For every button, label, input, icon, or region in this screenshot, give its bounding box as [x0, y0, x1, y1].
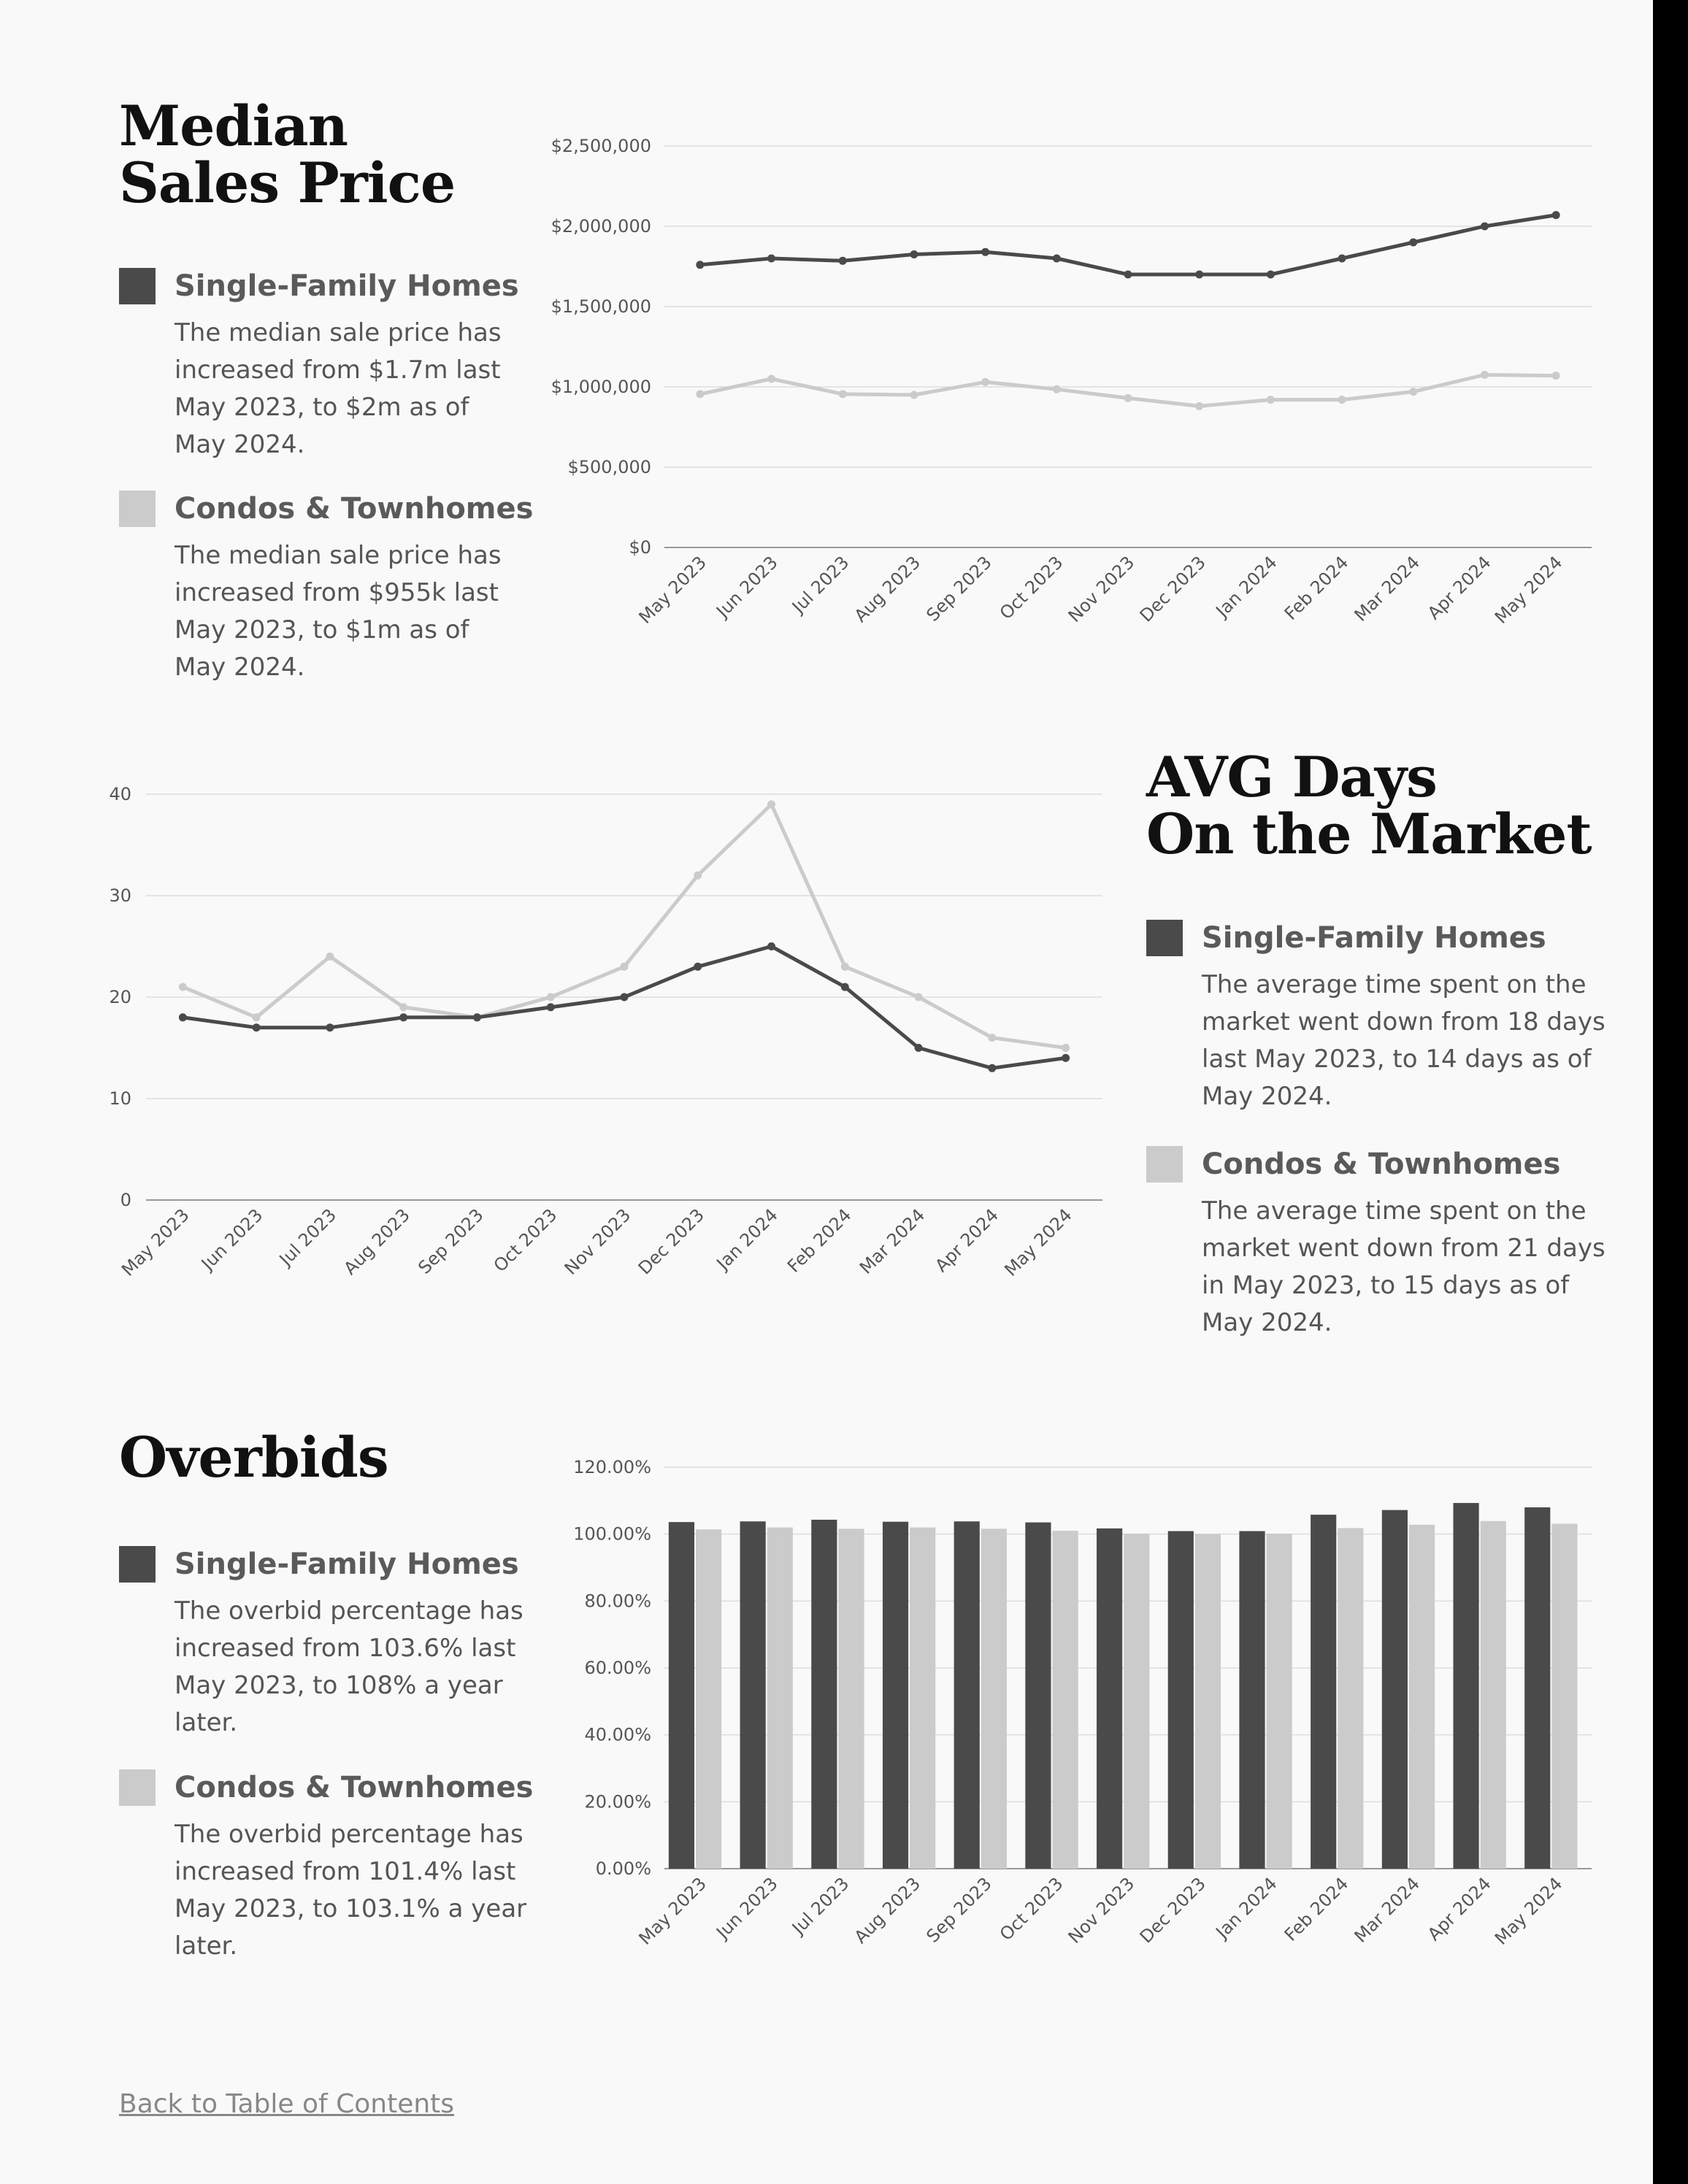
- bar-condos: [1267, 1534, 1292, 1869]
- y-tick-label: $2,000,000: [550, 216, 651, 237]
- data-point-single-family: [988, 1064, 996, 1072]
- title-line: Median: [119, 93, 348, 158]
- x-tick-label: Sep 2023: [414, 1204, 488, 1278]
- data-point-single-family: [841, 983, 849, 991]
- data-point-single-family: [1267, 271, 1275, 279]
- legend-description: The average time spent on the market went down from 21 days in May 2023, to 15 days as of May 2024.: [1202, 1196, 1605, 1337]
- x-tick-label: Jul 2023: [275, 1204, 341, 1270]
- legend-label: Condos & Townhomes: [174, 1771, 534, 1804]
- x-tick-label: Oct 2023: [995, 1873, 1067, 1945]
- data-point-condos: [326, 953, 334, 961]
- overbids-chart: [526, 1453, 1606, 1978]
- data-point-condos: [1267, 396, 1275, 404]
- y-tick-label: 40: [109, 784, 131, 804]
- data-point-condos: [694, 872, 702, 880]
- y-tick-label: 40.00%: [584, 1724, 651, 1745]
- x-tick-label: Mar 2024: [855, 1204, 929, 1278]
- data-point-condos: [1338, 396, 1346, 404]
- legend-single-family: [119, 1546, 528, 1742]
- legend-label: Single-Family Homes: [174, 1547, 519, 1581]
- data-point-single-family: [473, 1013, 481, 1021]
- days-on-market-title: [1146, 745, 1592, 866]
- x-tick-label: Jun 2023: [712, 1873, 782, 1943]
- x-tick-label: Dec 2023: [634, 1204, 709, 1279]
- data-point-condos: [767, 375, 775, 383]
- legend-swatch: [119, 1546, 156, 1583]
- y-tick-label: $500,000: [567, 457, 651, 477]
- bar-condos: [1195, 1534, 1221, 1869]
- data-point-single-family: [767, 255, 775, 263]
- bar-condos: [1052, 1531, 1078, 1869]
- x-tick-label: May 2023: [634, 1873, 711, 1949]
- median-price-title: [119, 93, 456, 215]
- x-tick-label: Jan 2024: [1212, 1873, 1281, 1942]
- x-tick-label: May 2024: [1000, 1204, 1076, 1280]
- legend-condos: [119, 1769, 534, 1965]
- y-tick-label: 80.00%: [584, 1591, 651, 1612]
- data-point-condos: [841, 963, 849, 971]
- bar-single-family: [1168, 1531, 1194, 1869]
- data-point-condos: [1053, 385, 1061, 393]
- data-point-condos: [910, 391, 918, 399]
- x-tick-label: Feb 2024: [1280, 1873, 1353, 1945]
- data-point-single-family: [1338, 255, 1346, 263]
- title-line: Overbids: [119, 1425, 388, 1490]
- overbids-title: [119, 1425, 388, 1490]
- data-point-condos: [1195, 402, 1203, 410]
- data-point-single-family: [1195, 271, 1203, 279]
- legend-condos: [1146, 1146, 1614, 1342]
- x-tick-label: Oct 2023: [995, 552, 1067, 624]
- data-point-single-family: [1062, 1054, 1070, 1062]
- legend-label: Condos & Townhomes: [174, 492, 534, 526]
- x-tick-label: Mar 2024: [1350, 552, 1424, 626]
- data-point-single-family: [696, 261, 704, 269]
- legend-description: The median sale price has increased from $1.7m last May 2023, to $2m as of May 2024.: [174, 318, 502, 459]
- x-tick-label: Jul 2023: [788, 1873, 853, 1939]
- y-tick-label: 0: [120, 1190, 131, 1210]
- x-tick-label: May 2023: [634, 552, 711, 628]
- legend-description: The median sale price has increased from $955k last May 2023, to $1m as of May 2024.: [174, 541, 502, 682]
- data-point-single-family: [915, 1044, 923, 1052]
- legend-description: The average time spent on the market went down from 18 days last May 2023, to 14 days as of May 2024.: [1202, 970, 1605, 1111]
- bar-condos: [981, 1529, 1007, 1869]
- data-point-condos: [981, 378, 989, 386]
- legend-condos: [119, 491, 534, 686]
- y-tick-label: 100.00%: [573, 1523, 651, 1545]
- y-tick-label: $1,000,000: [550, 377, 651, 397]
- bar-single-family: [669, 1522, 694, 1869]
- bar-single-family: [1453, 1503, 1478, 1869]
- bar-condos: [1338, 1528, 1363, 1869]
- x-tick-label: Aug 2023: [339, 1204, 414, 1279]
- data-point-condos: [1552, 372, 1560, 380]
- legend-swatch: [119, 491, 156, 527]
- bar-condos: [767, 1528, 793, 1869]
- x-tick-label: Dec 2023: [1135, 1873, 1210, 1947]
- data-point-single-family: [1053, 255, 1061, 263]
- x-tick-label: Nov 2023: [560, 1204, 635, 1279]
- data-point-condos: [696, 390, 704, 398]
- x-tick-label: Nov 2023: [1064, 552, 1139, 626]
- data-point-condos: [253, 1013, 261, 1021]
- bar-single-family: [1097, 1529, 1122, 1869]
- legend-swatch: [1146, 920, 1183, 956]
- bar-single-family: [1382, 1510, 1408, 1869]
- data-point-condos: [839, 390, 847, 398]
- bar-single-family: [1524, 1507, 1550, 1869]
- x-tick-label: Aug 2023: [850, 552, 925, 626]
- legend-swatch: [1146, 1146, 1183, 1183]
- data-point-condos: [1409, 388, 1417, 396]
- data-point-single-family: [399, 1013, 407, 1021]
- y-tick-label: $2,500,000: [550, 136, 651, 156]
- bar-single-family: [811, 1520, 837, 1869]
- x-tick-label: Apr 2024: [1423, 552, 1495, 624]
- x-tick-label: May 2023: [118, 1204, 193, 1280]
- bar-single-family: [954, 1521, 980, 1869]
- median-price-chart: [526, 124, 1606, 650]
- legend-swatch: [119, 268, 156, 304]
- x-tick-label: Sep 2023: [922, 552, 996, 626]
- data-point-condos: [1124, 394, 1132, 402]
- data-point-single-family: [839, 257, 847, 265]
- data-point-single-family: [253, 1023, 261, 1031]
- bar-condos: [696, 1529, 721, 1869]
- data-point-single-family: [1481, 223, 1489, 231]
- data-point-single-family: [694, 963, 702, 971]
- legend-label: Single-Family Homes: [1202, 921, 1546, 955]
- data-point-condos: [915, 993, 923, 1001]
- series-line-single-family: [700, 215, 1556, 274]
- data-point-condos: [547, 993, 555, 1001]
- days-on-market-chart-svg: [95, 774, 1117, 1314]
- legend-single-family: [1146, 920, 1614, 1115]
- y-tick-label: 20.00%: [584, 1791, 651, 1812]
- x-tick-label: Nov 2023: [1064, 1873, 1139, 1947]
- x-tick-label: Jan 2024: [1212, 552, 1281, 621]
- days-on-market-chart: [95, 774, 1117, 1314]
- x-tick-label: May 2024: [1490, 552, 1567, 628]
- x-tick-label: Feb 2024: [783, 1204, 856, 1277]
- overbids-chart-svg: [526, 1453, 1606, 1978]
- bar-condos: [1409, 1525, 1435, 1869]
- x-tick-label: Apr 2024: [1423, 1873, 1495, 1945]
- bar-condos: [1481, 1521, 1506, 1869]
- legend-single-family: [119, 268, 528, 464]
- data-point-single-family: [981, 248, 989, 256]
- data-point-condos: [1481, 371, 1489, 379]
- bar-single-family: [1025, 1523, 1051, 1869]
- legend-swatch: [119, 1769, 156, 1806]
- y-tick-label: $0: [629, 537, 651, 558]
- data-point-single-family: [179, 1013, 187, 1021]
- y-tick-label: $1,500,000: [550, 296, 651, 317]
- data-point-condos: [621, 963, 629, 971]
- bar-single-family: [883, 1522, 908, 1869]
- series-line-condos: [183, 804, 1065, 1048]
- data-point-single-family: [1552, 211, 1560, 219]
- x-tick-label: Jun 2023: [712, 552, 782, 622]
- data-point-single-family: [547, 1003, 555, 1011]
- bar-condos: [910, 1528, 935, 1869]
- back-to-toc-link[interactable]: Back to Table of Contents: [119, 2089, 455, 2119]
- data-point-single-family: [910, 250, 918, 258]
- y-tick-label: 10: [109, 1088, 131, 1109]
- x-tick-label: Oct 2023: [489, 1204, 561, 1277]
- data-point-condos: [179, 983, 187, 991]
- data-point-condos: [767, 800, 775, 808]
- x-tick-label: Jul 2023: [788, 552, 853, 618]
- y-tick-label: 30: [109, 885, 131, 906]
- legend-description: The overbid percentage has increased from 103.6% last May 2023, to 108% a year later.: [174, 1596, 523, 1737]
- x-tick-label: Jun 2023: [197, 1204, 267, 1274]
- title-line: Sales Price: [119, 150, 456, 215]
- data-point-single-family: [326, 1023, 334, 1031]
- data-point-condos: [1062, 1044, 1070, 1052]
- x-tick-label: Jan 2024: [713, 1204, 782, 1274]
- legend-label: Single-Family Homes: [174, 269, 519, 303]
- title-line: On the Market: [1146, 801, 1592, 866]
- bar-single-family: [740, 1521, 766, 1869]
- bar-condos: [1124, 1534, 1149, 1869]
- x-tick-label: Mar 2024: [1350, 1873, 1424, 1947]
- data-point-single-family: [1409, 239, 1417, 247]
- x-tick-label: Sep 2023: [922, 1873, 996, 1947]
- data-point-single-family: [1124, 271, 1132, 279]
- y-tick-label: 60.00%: [584, 1658, 651, 1678]
- data-point-single-family: [767, 942, 775, 950]
- bar-single-family: [1311, 1515, 1336, 1869]
- bar-single-family: [1239, 1531, 1265, 1869]
- bar-condos: [838, 1529, 864, 1869]
- median-price-chart-svg: [526, 124, 1606, 650]
- legend-description: The overbid percentage has increased from 101.4% last May 2023, to 103.1% a year later.: [174, 1820, 527, 1961]
- x-tick-label: Aug 2023: [850, 1873, 925, 1947]
- x-tick-label: Feb 2024: [1280, 552, 1353, 624]
- y-tick-label: 20: [109, 987, 131, 1007]
- y-tick-label: 0.00%: [595, 1858, 651, 1879]
- y-tick-label: 120.00%: [573, 1457, 651, 1477]
- bar-condos: [1551, 1523, 1577, 1869]
- legend-label: Condos & Townhomes: [1202, 1147, 1561, 1181]
- data-point-single-family: [621, 993, 629, 1001]
- data-point-condos: [988, 1034, 996, 1042]
- x-tick-label: Apr 2024: [931, 1204, 1003, 1277]
- x-tick-label: Dec 2023: [1135, 552, 1210, 626]
- title-line: AVG Days: [1146, 745, 1437, 810]
- x-tick-label: May 2024: [1490, 1873, 1567, 1949]
- data-point-condos: [399, 1003, 407, 1011]
